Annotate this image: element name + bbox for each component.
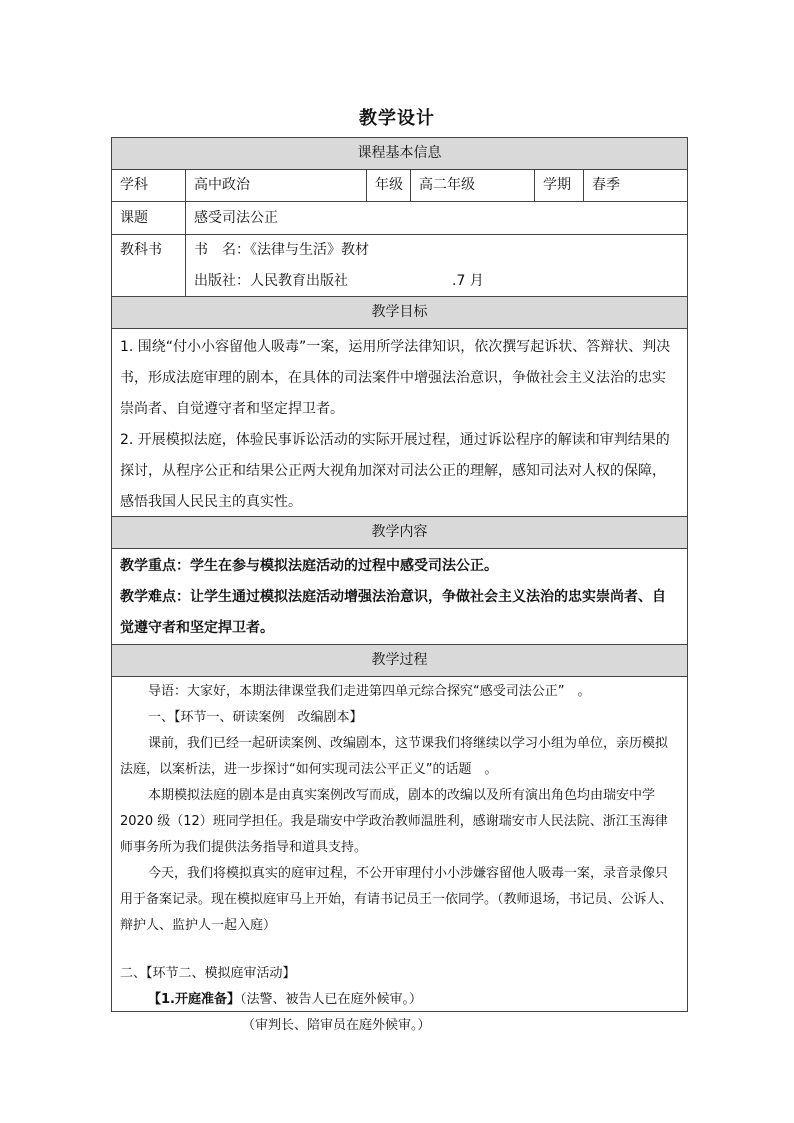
grade-value: 高二年级 <box>411 170 535 201</box>
term-value: 春季 <box>592 177 620 193</box>
prep-note-2: （审判长、陪审员在庭外候审。） <box>242 1018 431 1033</box>
publish-month: .7 月 <box>452 273 484 289</box>
info-row-textbook <box>112 235 687 297</box>
publisher-line: 出版社：人民教育出版社 <box>194 273 348 289</box>
publisher-line-wrap <box>194 266 687 297</box>
content-body <box>112 549 687 645</box>
objectives-header: 教学目标 <box>112 297 687 329</box>
section-1-heading: 一、【环节一、研读案例 改编剧本】 <box>148 710 363 725</box>
subject-label: 学科 <box>112 170 186 201</box>
subject-value: 高中政治 <box>186 170 367 201</box>
lesson-plan-table <box>111 137 688 1033</box>
info-row-subject <box>112 170 687 202</box>
basic-info-header: 课程基本信息 <box>112 138 687 170</box>
content-header: 教学内容 <box>112 517 687 549</box>
process-body <box>112 677 687 1033</box>
process-paragraph-2: 本期模拟法庭的剧本是由真实案例改写而成，剧本的改编以及所有演出角色均由瑞安中学 2020 级（12）班同学担任。我是瑞安中学政治教师温胜利，感谢瑞安市人民法院、浙江玉海律师事务所为我们提供法务指导和道具支持。 <box>120 788 668 855</box>
grade-label: 年级 <box>367 170 411 201</box>
section-2-heading: 二、【环节二、模拟庭审活动】 <box>120 966 296 981</box>
textbook-details <box>186 235 687 296</box>
process-intro: 导语：大家好，本期法律课堂我们走进第四单元综合探究“感受司法公正” 。 <box>148 684 591 699</box>
prep-line <box>112 987 687 1013</box>
page-title: 教学设计 <box>359 108 435 129</box>
objective-2: 2. 开展模拟法庭，体验民事诉讼活动的实际开展过程，通过诉讼程序的解读和审判结果的探讨，从程序公正和结果公正两大视角加深对司法公正的理解，感知司法对人权的保障，感悟我国人民民主的真实性。 <box>120 432 670 510</box>
textbook-label: 教科书 <box>112 235 186 296</box>
difficulty-point: 教学难点：让学生通过模拟法庭活动增强法治意识，争做社会主义法治的忠实崇尚者、自觉遵守者和坚定捍卫者。 <box>120 589 666 636</box>
objective-1: 1. 围绕“付小小容留他人吸毒”一案，运用所学法律知识，依次撰写起诉状、答辩状、判决书，形成法庭审理的剧本，在具体的司法案件中增强法治意识，争做社会主义法治的忠实崇尚者、自觉遵守者和坚定捍卫者。 <box>120 339 671 417</box>
blank-line <box>112 939 687 961</box>
process-paragraph-3: 今天，我们将模拟真实的庭审过程，不公开审理付小小涉嫌容留他人吸毒一案，录音录像只用于备案记录。现在模拟庭审马上开始，有请书记员王一依同学。（教师退场，书记员、公诉人、辩护人、监护人一起入庭） <box>120 866 673 933</box>
topic-label: 课题 <box>112 202 186 234</box>
prep-note-1: （法警、被告人已在庭外候审。） <box>239 992 422 1007</box>
key-point: 教学重点：学生在参与模拟法庭活动的过程中感受司法公正。 <box>120 558 498 574</box>
prep-label: 【1.开庭准备】 <box>148 992 240 1007</box>
book-name-line: 书 名：《法律与生活》教材 <box>194 242 369 258</box>
process-paragraph-1: 课前，我们已经一起研读案例、改编剧本，这节课我们将继续以学习小组为单位，亲历模拟法庭，以案析法，进一步探讨“如何实现司法公平正义”的话题 。 <box>120 736 669 777</box>
topic-value: 感受司法公正 <box>194 210 278 226</box>
term-label: 学期 <box>535 170 584 201</box>
objectives-body <box>112 329 687 517</box>
info-row-topic <box>112 202 687 235</box>
process-header: 教学过程 <box>112 645 687 677</box>
